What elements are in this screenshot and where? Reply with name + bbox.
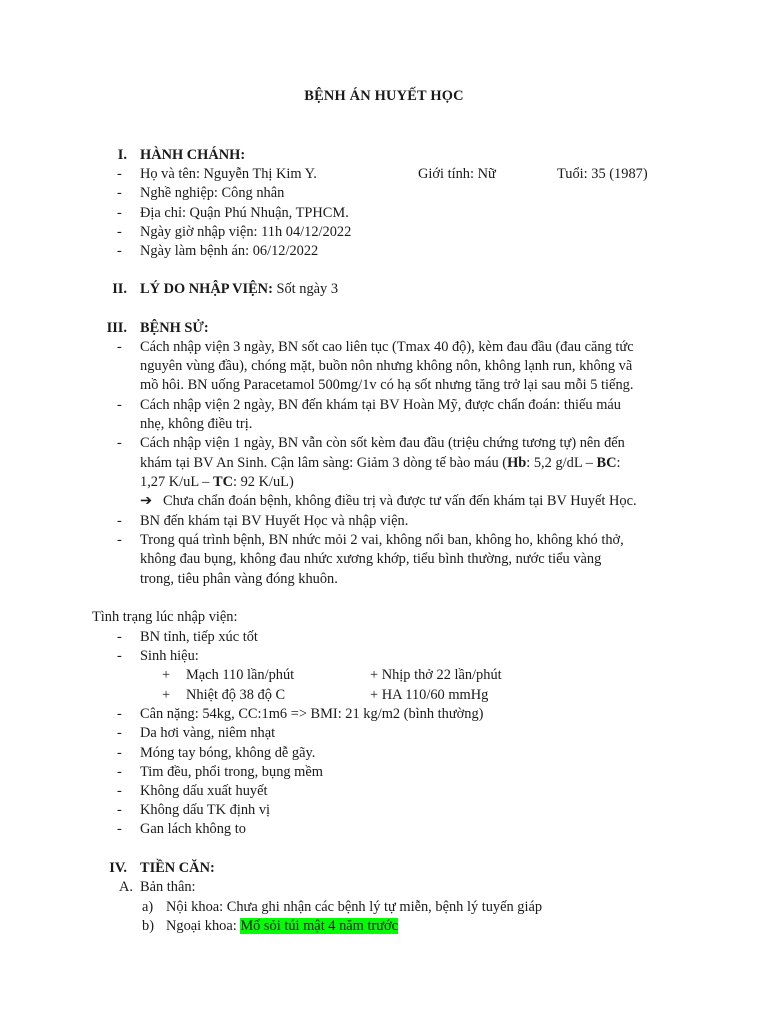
history-p1-line3: mồ hôi. BN uống Paracetamol 500mg/1v có hạ sốt nhưng tăng trở lại sau mỗi 5 tiếng. [140, 377, 634, 393]
bullet-dash: - [117, 725, 122, 741]
vital-respiratory-rate: + Nhịp thở 22 lần/phút [370, 667, 502, 683]
section-1-number: I. [117, 147, 127, 163]
bullet-dash: - [117, 205, 122, 221]
vital-temperature: Nhiệt độ 38 độ C [186, 687, 286, 703]
admission-item-heart-lung: Tim đều, phổi trong, bụng mềm [140, 764, 323, 780]
history-p5-line3: trong, tiêu phân vàng đóng khuôn. [140, 571, 338, 587]
subsection-a-number: A. [119, 879, 133, 895]
bullet-dash: - [117, 821, 122, 837]
patient-gender: Giới tính: Nữ [418, 166, 496, 182]
admission-time: Ngày giờ nhập viện: 11h 04/12/2022 [140, 224, 352, 240]
history-p1-line2: nguyên vùng đầu), chóng mặt, buồn nôn nhưng không nôn, không lạnh run, không vã [140, 358, 633, 374]
record-date: Ngày làm bệnh án: 06/12/2022 [140, 243, 319, 259]
subsection-a-label: Bản thân: [140, 879, 196, 895]
surgical-history-label: Ngoại khoa: [166, 918, 241, 934]
bullet-dash: - [117, 513, 122, 529]
bullet-dash: - [117, 783, 122, 799]
bullet-dash: - [117, 648, 122, 664]
history-p4: BN đến khám tại BV Huyết Học và nhập viện. [140, 513, 409, 529]
hb-label: Hb [507, 455, 527, 471]
internal-medicine-history: Nội khoa: Chưa ghi nhận các bệnh lý tự miễn, bệnh lý tuyến giáp [166, 899, 543, 915]
admission-item-bleeding: Không dấu xuất huyết [140, 783, 268, 799]
admission-item-nails: Móng tay bóng, không dễ gãy. [140, 745, 316, 761]
patient-address: Địa chỉ: Quận Phú Nhuận, TPHCM. [140, 205, 349, 221]
admission-item-neuro: Không dấu TK định vị [140, 802, 271, 818]
patient-name: Họ và tên: Nguyễn Thị Kim Y. [140, 166, 317, 182]
bullet-dash: - [117, 802, 122, 818]
history-p1-line1: Cách nhập viện 3 ngày, BN sốt cao liên tục (Tmax 40 độ), kèm đau đầu (đau căng tức [140, 339, 634, 355]
surgical-history-highlight: Mổ sỏi túi mật 4 năm trước [240, 918, 399, 934]
surgical-history [166, 917, 398, 935]
item-b-number: b) [142, 918, 154, 934]
bullet-dash: - [117, 224, 122, 240]
history-p5-line1: Trong quá trình bệnh, BN nhức mỏi 2 vai, không nổi ban, không ho, không khó thở, [140, 532, 624, 548]
history-p3-line2: khám tại BV An Sinh. Cận lâm sàng: Giảm 3 dòng tế bào máu (Hb: 5,2 g/dL – BC: [140, 455, 621, 471]
tc-label: TC [213, 474, 234, 490]
section-4-heading: TIỀN CĂN: [140, 860, 215, 876]
bullet-dash: - [117, 243, 122, 259]
bullet-plus: + [162, 687, 171, 703]
bullet-dash: - [117, 435, 122, 451]
admission-item-conscious: BN tỉnh, tiếp xúc tốt [140, 629, 258, 645]
history-p2-line1: Cách nhập viện 2 ngày, BN đến khám tại BV Hoàn Mỹ, được chẩn đoán: thiếu máu [140, 397, 622, 413]
bullet-dash: - [117, 339, 122, 355]
admission-status-heading: Tình trạng lúc nhập viện: [92, 609, 238, 625]
bullet-dash: - [117, 706, 122, 722]
patient-occupation: Nghề nghiệp: Công nhân [140, 185, 285, 201]
history-p3-note: Chưa chẩn đoán bệnh, không điều trị và được tư vấn đến khám tại BV Huyết Học. [163, 493, 637, 509]
bullet-dash: - [117, 185, 122, 201]
bullet-dash: - [117, 629, 122, 645]
arrow-icon: ➔ [140, 493, 153, 509]
section-2-number: II. [112, 281, 127, 297]
history-p3-line3: 1,27 K/uL – TC: 92 K/uL) [140, 474, 294, 490]
section-2-title: LÝ DO NHẬP VIỆN: [140, 281, 273, 297]
vital-signs-label: Sinh hiệu: [140, 648, 199, 664]
section-1-heading: HÀNH CHÁNH: [140, 147, 246, 163]
section-4-number: IV. [109, 860, 127, 876]
vital-pulse: Mạch 110 lần/phút [186, 667, 295, 683]
vital-blood-pressure: + HA 110/60 mmHg [370, 687, 489, 703]
bullet-plus: + [162, 667, 171, 683]
admission-item-liver-spleen: Gan lách không to [140, 821, 246, 837]
document-title: BỆNH ÁN HUYẾT HỌC [304, 88, 464, 104]
history-p3-line1: Cách nhập viện 1 ngày, BN vẫn còn sốt kèm đau đầu (triệu chứng tương tự) nên đến [140, 435, 625, 451]
bc-label: BC [596, 455, 617, 471]
bullet-dash: - [117, 397, 122, 413]
admission-item-skin: Da hơi vàng, niêm nhạt [140, 725, 276, 741]
section-2-heading [140, 280, 338, 298]
admission-reason: Sốt ngày 3 [276, 281, 339, 297]
bullet-dash: - [117, 166, 122, 182]
bullet-dash: - [117, 745, 122, 761]
section-3-number: III. [106, 320, 127, 336]
section-3-heading: BỆNH SỬ: [140, 320, 209, 336]
admission-item-bmi: Cân nặng: 54kg, CC:1m6 => BMI: 21 kg/m2 (bình thường) [140, 706, 484, 722]
history-p5-line2: không đau bụng, không đau nhức xương khớp, tiểu bình thường, nước tiểu vàng [140, 551, 602, 567]
patient-age: Tuổi: 35 (1987) [557, 166, 648, 182]
bullet-dash: - [117, 532, 122, 548]
history-p2-line2: nhẹ, không điều trị. [140, 416, 253, 432]
item-a-number: a) [142, 899, 154, 915]
bullet-dash: - [117, 764, 122, 780]
